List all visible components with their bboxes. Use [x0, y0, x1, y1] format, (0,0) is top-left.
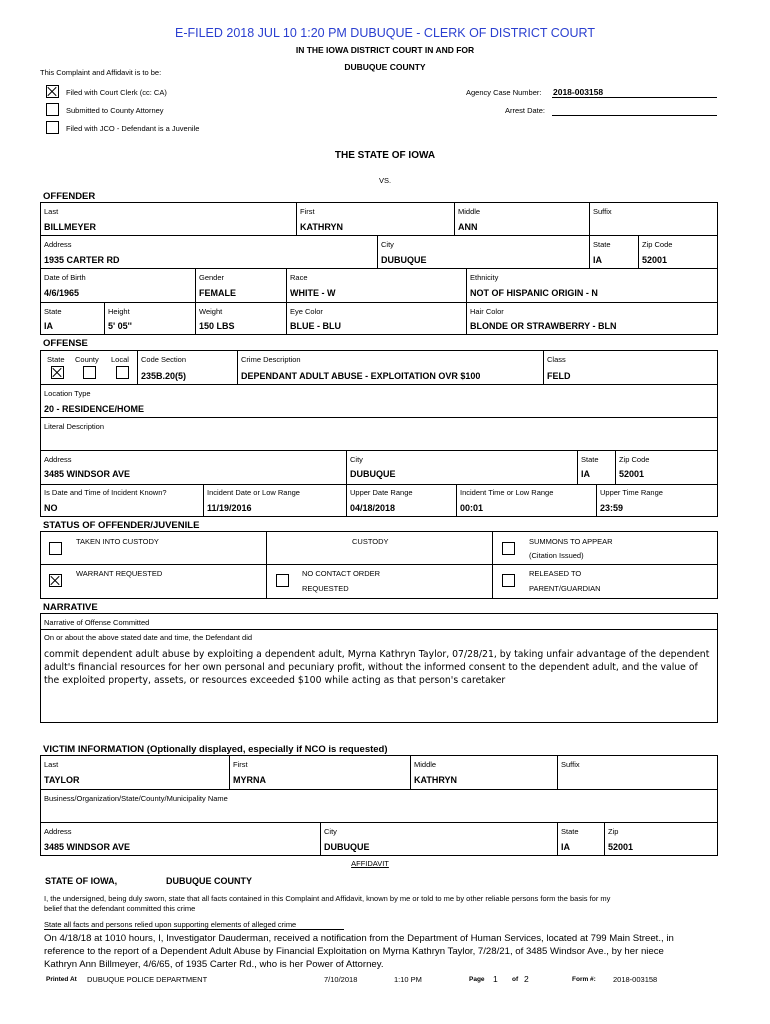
- offender-height-label: Height: [108, 307, 130, 316]
- offender-first-label: First: [300, 207, 315, 216]
- offender-dob-label: Date of Birth: [44, 273, 86, 282]
- victim-address[interactable]: 3485 WINDSOR AVE: [44, 842, 131, 852]
- narrative-title: NARRATIVE: [43, 602, 98, 613]
- divider: [104, 302, 105, 335]
- code-section-label: Code Section: [141, 355, 187, 364]
- victim-suffix-label: Suffix: [561, 760, 580, 769]
- offender-ethnicity[interactable]: NOT OF HISPANIC ORIGIN - N: [470, 288, 598, 298]
- affidavit-line: On 4/18/18 at 1010 hours, I, Investigator Dauderman, received a notification from the Department of Human Services, located at 799 Main Street., in: [44, 933, 674, 944]
- divider: [410, 755, 411, 789]
- arrest-date-underline: [552, 115, 717, 116]
- no-contact-order-checkbox[interactable]: [276, 574, 289, 587]
- divider: [229, 755, 230, 789]
- victim-table: [40, 755, 718, 856]
- printed-at: DUBUQUE POLICE DEPARTMENT: [87, 975, 208, 984]
- summons-label: SUMMONS TO APPEAR: [529, 537, 613, 546]
- victim-state[interactable]: IA: [561, 842, 570, 852]
- location-type-label: Location Type: [44, 389, 91, 398]
- released-label: RELEASED TO: [529, 569, 582, 578]
- divider: [456, 484, 457, 517]
- divider: [203, 484, 204, 517]
- narrative-line: the exploited property, assets, or resources exceeded $100 while acting as that person's caretaker: [44, 675, 506, 686]
- divider: [296, 202, 297, 235]
- status-title: STATUS OF OFFENDER/JUVENILE: [43, 520, 200, 531]
- divider: [543, 350, 544, 384]
- affidavit-line: Kathryn Ann Billmeyer, 4/6/65, of 1935 Carter Rd., who is her Power of Attorney.: [44, 959, 384, 970]
- offender-race-label: Race: [290, 273, 308, 282]
- page-number: 1: [493, 974, 498, 984]
- offender-eye-label: Eye Color: [290, 307, 323, 316]
- offense-zip-label: Zip Code: [619, 455, 650, 464]
- divider: [40, 235, 718, 236]
- divider: [346, 484, 347, 517]
- taken-into-custody-label: TAKEN INTO CUSTODY: [76, 537, 159, 546]
- victim-zip-label: Zip: [608, 827, 619, 836]
- offender-state2[interactable]: IA: [44, 321, 53, 331]
- victim-middle[interactable]: KATHRYN: [414, 775, 457, 785]
- divider: [40, 822, 718, 823]
- offense-zip[interactable]: 52001: [619, 469, 645, 479]
- divider: [557, 755, 558, 789]
- divider: [377, 235, 378, 268]
- crime-class[interactable]: FELD: [547, 371, 571, 381]
- divider: [40, 417, 718, 418]
- caption-state: THE STATE OF IOWA: [334, 150, 436, 161]
- divider: [40, 564, 718, 565]
- upper-date[interactable]: 04/18/2018: [350, 503, 396, 513]
- offense-city[interactable]: DUBUQUE: [350, 469, 396, 479]
- arrest-date-label: Arrest Date:: [505, 106, 546, 115]
- offender-state[interactable]: IA: [593, 255, 602, 265]
- of-label: of: [512, 976, 519, 983]
- divider: [40, 302, 718, 303]
- divider: [577, 450, 578, 484]
- affidavit-oath-2: belief that the defendant committed this crime: [44, 904, 196, 913]
- divider: [346, 450, 347, 484]
- submitted-to-attorney-checkbox[interactable]: [46, 103, 59, 116]
- divider: [492, 531, 493, 599]
- affidavit-facts-label: State all facts and persons relied upon supporting elements of alleged crime: [44, 920, 297, 929]
- affidavit-line: reference to the report of a Dependent Adult Abuse by Financial Exploitation on Myrna Kathryn Taylor, 7/28/21, of 3485 Windsor Ave., by her niece: [44, 946, 664, 957]
- divider: [454, 202, 455, 235]
- offender-title: OFFENDER: [43, 191, 96, 202]
- offense-county-label: County: [75, 355, 99, 364]
- divider: [137, 350, 138, 384]
- filed-with-jco-checkbox[interactable]: [46, 121, 59, 134]
- offender-state2-label: State: [44, 307, 62, 316]
- location-type[interactable]: 20 - RESIDENCE/HOME: [44, 404, 145, 414]
- offender-first[interactable]: KATHRYN: [300, 222, 343, 232]
- printed-at-label: Printed At: [46, 976, 77, 983]
- victim-city[interactable]: DUBUQUE: [324, 842, 370, 852]
- offender-middle[interactable]: ANN: [458, 222, 478, 232]
- warrant-requested-label: WARRANT REQUESTED: [76, 569, 163, 578]
- offender-height[interactable]: 5' 05'': [108, 321, 132, 331]
- efiled-stamp: E-FILED 2018 JUL 10 1:20 PM DUBUQUE - CLERK OF DISTRICT COURT: [174, 26, 595, 40]
- incident-date-low[interactable]: 11/19/2016: [207, 503, 252, 513]
- divider: [596, 484, 597, 517]
- divider: [466, 268, 467, 335]
- caption-vs: VS.: [378, 176, 392, 185]
- offender-state-label: State: [593, 240, 611, 249]
- offender-zip[interactable]: 52001: [642, 255, 668, 265]
- divider: [638, 235, 639, 268]
- offense-city-label: City: [350, 455, 363, 464]
- affidavit-state: STATE OF IOWA,: [45, 876, 118, 886]
- court-name: IN THE IOWA DISTRICT COURT IN AND FOR: [295, 45, 475, 55]
- offender-address[interactable]: 1935 CARTER RD: [44, 255, 120, 265]
- divider: [589, 202, 590, 235]
- victim-address-label: Address: [44, 827, 72, 836]
- form-label: Form #:: [572, 976, 596, 983]
- divider: [40, 789, 718, 790]
- crime-description[interactable]: DEPENDANT ADULT ABUSE - EXPLOITATION OVR $100: [241, 371, 481, 381]
- page-label: Page: [469, 976, 485, 983]
- offender-weight[interactable]: 150 LBS: [199, 321, 235, 331]
- offense-county-checkbox[interactable]: [83, 366, 96, 379]
- code-section[interactable]: 235B.20(5): [141, 371, 187, 381]
- victim-title: VICTIM INFORMATION (Optionally displayed, especially if NCO is requested): [43, 744, 388, 755]
- filed-with-jco-label: Filed with JCO - Defendant is a Juvenile: [66, 124, 200, 133]
- filed-with-clerk-checkbox[interactable]: [46, 85, 59, 98]
- literal-description-label: Literal Description: [44, 422, 105, 431]
- print-date: 7/10/2018: [324, 975, 358, 984]
- divider: [40, 268, 718, 269]
- offender-suffix-label: Suffix: [593, 207, 612, 216]
- victim-business-label: Business/Organization/State/County/Municipality Name: [44, 794, 228, 803]
- incident-time-low-label: Incident Time or Low Range: [460, 488, 554, 497]
- no-contact-order-label-2: REQUESTED: [302, 584, 349, 593]
- incident-known-label: Is Date and Time of Incident Known?: [44, 488, 167, 497]
- victim-middle-label: Middle: [414, 760, 437, 769]
- offense-address-label: Address: [44, 455, 72, 464]
- offender-city-label: City: [381, 240, 394, 249]
- offense-title: OFFENSE: [43, 338, 88, 349]
- divider: [589, 235, 590, 268]
- offender-gender-label: Gender: [199, 273, 225, 282]
- offender-address-label: Address: [44, 240, 72, 249]
- divider: [40, 384, 718, 385]
- summons-checkbox[interactable]: [502, 542, 515, 555]
- divider: [266, 531, 267, 599]
- agency-case-label: Agency Case Number:: [466, 88, 542, 97]
- upper-date-label: Upper Date Range: [350, 488, 413, 497]
- filing-intro: This Complaint and Affidavit is to be:: [40, 68, 162, 77]
- divider: [40, 484, 718, 485]
- divider: [615, 450, 616, 484]
- page-total: 2: [524, 974, 529, 984]
- offense-state2[interactable]: IA: [581, 469, 590, 479]
- offender-city[interactable]: DUBUQUE: [381, 255, 427, 265]
- offender-middle-label: Middle: [458, 207, 481, 216]
- divider: [40, 629, 718, 630]
- victim-first-label: First: [233, 760, 248, 769]
- incident-time-low[interactable]: 00:01: [460, 503, 484, 513]
- narrative-lead: On or about the above stated date and time, the Defendant did: [44, 633, 253, 642]
- offense-local-checkbox[interactable]: [116, 366, 129, 379]
- offense-local-label: Local: [111, 355, 129, 364]
- released-checkbox[interactable]: [502, 574, 515, 587]
- divider: [286, 268, 287, 335]
- divider: [604, 822, 605, 856]
- offender-hair[interactable]: BLONDE OR STRAWBERRY - BLN: [470, 321, 617, 331]
- citation-label: (Citation Issued): [529, 551, 584, 560]
- print-time: 1:10 PM: [394, 975, 422, 984]
- offender-gender[interactable]: FEMALE: [199, 288, 236, 298]
- victim-last-label: Last: [44, 760, 59, 769]
- narrative-line: commit dependent adult abuse by exploiting a dependent adult, Myrna Kathryn Taylor, 07/28/21, by taking unfair advantage of the dependent: [44, 649, 710, 660]
- divider: [320, 822, 321, 856]
- narrative-subtitle: Narrative of Offense Committed: [44, 618, 150, 627]
- crime-description-label: Crime Description: [241, 355, 301, 364]
- agency-case-underline: [552, 97, 717, 98]
- victim-first[interactable]: MYRNA: [233, 775, 266, 785]
- divider: [237, 350, 238, 384]
- custody-label: CUSTODY: [352, 537, 389, 546]
- offender-ethnicity-label: Ethnicity: [470, 273, 499, 282]
- offender-eye[interactable]: BLUE - BLU: [290, 321, 341, 331]
- court-county: DUBUQUE COUNTY: [344, 62, 426, 72]
- no-contact-order-label: NO CONTACT ORDER: [302, 569, 381, 578]
- offense-address[interactable]: 3485 WINDSOR AVE: [44, 469, 131, 479]
- offender-weight-label: Weight: [199, 307, 223, 316]
- taken-into-custody-checkbox[interactable]: [49, 542, 62, 555]
- victim-zip[interactable]: 52001: [608, 842, 634, 852]
- offense-state2-label: State: [581, 455, 599, 464]
- victim-last[interactable]: TAYLOR: [44, 775, 80, 785]
- crime-class-label: Class: [547, 355, 566, 364]
- submitted-to-attorney-label: Submitted to County Attorney: [66, 106, 164, 115]
- filed-with-clerk-label: Filed with Court Clerk (cc: CA): [66, 88, 167, 97]
- narrative-line: adult's financial resources for her own personal and pecuniary profit, without the informed consent to the dependent adult, and the value of: [44, 662, 698, 673]
- victim-state-label: State: [561, 827, 579, 836]
- warrant-requested-checkbox[interactable]: [49, 574, 62, 587]
- offense-state-label: State: [47, 355, 65, 364]
- upper-time[interactable]: 23:59: [600, 503, 624, 513]
- offender-zip-label: Zip Code: [642, 240, 673, 249]
- affidavit-county: DUBUQUE COUNTY: [166, 876, 253, 886]
- divider: [195, 268, 196, 335]
- offender-last-label: Last: [44, 207, 59, 216]
- offender-dob[interactable]: 4/6/1965: [44, 288, 80, 298]
- victim-city-label: City: [324, 827, 337, 836]
- divider: [40, 450, 718, 451]
- form-number: 2018-003158: [613, 975, 658, 984]
- facts-underline: [44, 929, 344, 930]
- divider: [557, 822, 558, 856]
- incident-date-low-label: Incident Date or Low Range: [207, 488, 300, 497]
- offender-hair-label: Hair Color: [470, 307, 504, 316]
- affidavit-oath: I, the undersigned, being duly sworn, state that all facts contained in this Complaint and Affidavit, known by me or told to me by other reliable persons form the basis for my: [44, 894, 611, 903]
- offender-race[interactable]: WHITE - W: [290, 288, 336, 298]
- agency-case-number[interactable]: 2018-003158: [553, 87, 604, 97]
- upper-time-label: Upper Time Range: [600, 488, 663, 497]
- affidavit-title: AFFIDAVIT: [351, 859, 389, 868]
- offender-last[interactable]: BILLMEYER: [44, 222, 97, 232]
- incident-known[interactable]: NO: [44, 503, 58, 513]
- released-label-2: PARENT/GUARDIAN: [529, 584, 601, 593]
- offense-state-checkbox[interactable]: [51, 366, 64, 379]
